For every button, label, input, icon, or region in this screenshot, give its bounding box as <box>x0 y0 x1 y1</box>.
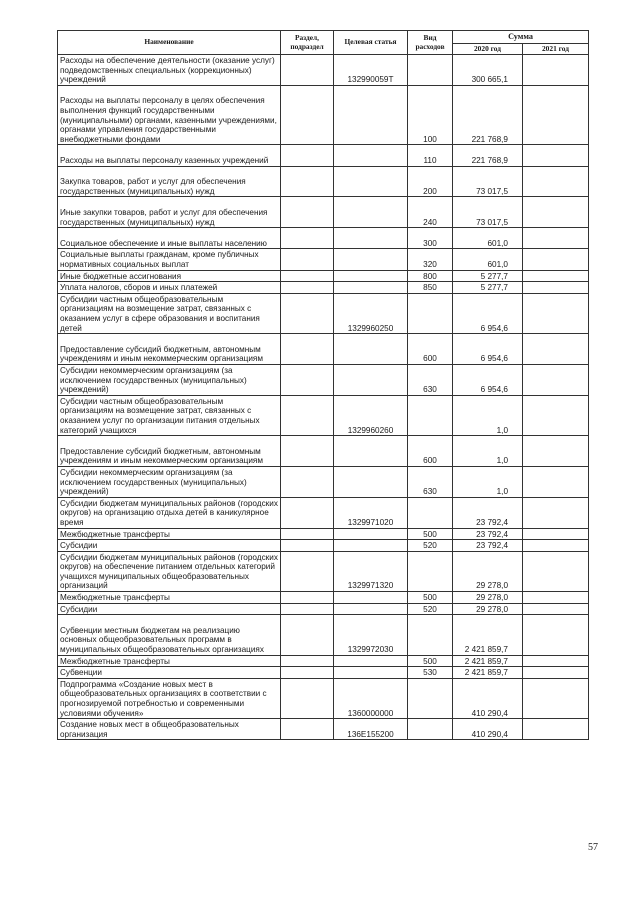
row-name-cell: Расходы на выплаты персоналу казенных учреждений <box>58 145 281 166</box>
row-kind-cell: 200 <box>408 166 453 197</box>
row-target-cell <box>334 540 408 552</box>
table-body <box>58 55 589 740</box>
row-name-cell: Социальные выплаты гражданам, кроме публичных нормативных социальных выплат <box>58 249 281 270</box>
row-section-cell <box>281 228 334 249</box>
row-amount-2020-cell: 73 017,5 <box>453 166 523 197</box>
row-name-cell: Закупка товаров, работ и услуг для обеспечения государственных (муниципальных) нужд <box>58 166 281 197</box>
row-kind-cell <box>408 551 453 591</box>
row-amount-2021-cell <box>523 282 589 294</box>
row-amount-2020-cell: 23 792,4 <box>453 497 523 528</box>
table-row <box>58 293 589 333</box>
row-amount-2020-cell: 300 665,1 <box>453 55 523 86</box>
table-row <box>58 270 589 282</box>
row-kind-cell <box>408 497 453 528</box>
row-kind-cell: 800 <box>408 270 453 282</box>
table-row <box>58 678 589 718</box>
row-kind-cell <box>408 719 453 740</box>
row-section-cell <box>281 466 334 497</box>
table-row <box>58 334 589 365</box>
table-row <box>58 551 589 591</box>
row-target-cell <box>334 655 408 667</box>
row-amount-2020-cell: 1,0 <box>453 436 523 467</box>
col-header-year-2021: 2021 год <box>523 44 589 55</box>
row-kind-cell: 520 <box>408 603 453 615</box>
budget-table-sheet <box>57 30 588 740</box>
row-kind-cell: 630 <box>408 466 453 497</box>
row-section-cell <box>281 592 334 604</box>
row-amount-2020-cell: 6 954,6 <box>453 293 523 333</box>
row-section-cell <box>281 678 334 718</box>
table-row <box>58 540 589 552</box>
row-target-cell: 1360000000 <box>334 678 408 718</box>
row-amount-2021-cell <box>523 603 589 615</box>
col-header-target: Целевая статья <box>334 31 408 55</box>
row-section-cell <box>281 85 334 145</box>
row-section-cell <box>281 551 334 591</box>
row-amount-2021-cell <box>523 466 589 497</box>
col-header-sum: Сумма <box>453 31 589 44</box>
row-amount-2021-cell <box>523 85 589 145</box>
row-name-cell: Субсидии <box>58 540 281 552</box>
row-amount-2020-cell: 2 421 859,7 <box>453 615 523 655</box>
col-header-year-2020: 2020 год <box>453 44 523 55</box>
row-section-cell <box>281 334 334 365</box>
row-kind-cell: 320 <box>408 249 453 270</box>
row-name-cell: Субсидии бюджетам муниципальных районов (городских округов) на организацию отдыха детей в каникулярное время <box>58 497 281 528</box>
row-amount-2020-cell: 5 277,7 <box>453 270 523 282</box>
row-amount-2020-cell: 29 278,0 <box>453 603 523 615</box>
row-kind-cell: 600 <box>408 334 453 365</box>
row-name-cell: Предоставление субсидий бюджетным, автономным учреждениям и иным некоммерческим организациям <box>58 334 281 365</box>
row-name-cell: Расходы на выплаты персоналу в целях обеспечения выполнения функций государственными (муниципальными) органами, казенными учреждениями, органами управления государственными внебюджетными фондами <box>58 85 281 145</box>
row-amount-2021-cell <box>523 197 589 228</box>
table-row <box>58 615 589 655</box>
row-kind-cell: 110 <box>408 145 453 166</box>
row-kind-cell: 100 <box>408 85 453 145</box>
row-target-cell: 1329971320 <box>334 551 408 591</box>
row-target-cell <box>334 436 408 467</box>
row-target-cell <box>334 667 408 679</box>
row-kind-cell: 630 <box>408 364 453 395</box>
row-target-cell: 1329971020 <box>334 497 408 528</box>
row-kind-cell: 240 <box>408 197 453 228</box>
row-kind-cell <box>408 615 453 655</box>
row-target-cell <box>334 197 408 228</box>
row-amount-2020-cell: 2 421 859,7 <box>453 667 523 679</box>
row-amount-2020-cell: 1,0 <box>453 395 523 435</box>
row-amount-2021-cell <box>523 249 589 270</box>
row-amount-2020-cell: 23 792,4 <box>453 540 523 552</box>
header-row-top <box>58 31 589 44</box>
row-kind-cell: 600 <box>408 436 453 467</box>
row-amount-2021-cell <box>523 293 589 333</box>
row-section-cell <box>281 615 334 655</box>
row-amount-2021-cell <box>523 667 589 679</box>
row-target-cell: 1329960250 <box>334 293 408 333</box>
col-header-name: Наименование <box>58 31 281 55</box>
row-amount-2020-cell: 73 017,5 <box>453 197 523 228</box>
row-name-cell: Иные бюджетные ассигнования <box>58 270 281 282</box>
row-kind-cell <box>408 55 453 86</box>
row-amount-2021-cell <box>523 334 589 365</box>
row-name-cell: Субвенции <box>58 667 281 679</box>
table-row <box>58 395 589 435</box>
row-target-cell <box>334 592 408 604</box>
row-amount-2020-cell: 29 278,0 <box>453 551 523 591</box>
table-row <box>58 364 589 395</box>
row-target-cell <box>334 145 408 166</box>
row-amount-2020-cell: 410 290,4 <box>453 719 523 740</box>
row-amount-2021-cell <box>523 270 589 282</box>
row-name-cell: Субсидии <box>58 603 281 615</box>
row-kind-cell <box>408 678 453 718</box>
row-amount-2021-cell <box>523 228 589 249</box>
table-row <box>58 667 589 679</box>
row-target-cell <box>334 528 408 540</box>
row-name-cell: Предоставление субсидий бюджетным, автономным учреждениям и иным некоммерческим организациям <box>58 436 281 467</box>
row-section-cell <box>281 540 334 552</box>
row-amount-2020-cell: 410 290,4 <box>453 678 523 718</box>
table-row <box>58 55 589 86</box>
row-amount-2020-cell: 601,0 <box>453 228 523 249</box>
row-amount-2021-cell <box>523 592 589 604</box>
row-section-cell <box>281 436 334 467</box>
row-amount-2021-cell <box>523 395 589 435</box>
row-kind-cell: 520 <box>408 540 453 552</box>
row-section-cell <box>281 364 334 395</box>
row-amount-2020-cell: 5 277,7 <box>453 282 523 294</box>
row-name-cell: Субсидии некоммерческим организациям (за исключением государственных (муниципальных) учреждений) <box>58 364 281 395</box>
row-amount-2021-cell <box>523 719 589 740</box>
table-row <box>58 603 589 615</box>
row-kind-cell: 500 <box>408 592 453 604</box>
budget-table <box>57 30 589 740</box>
row-section-cell <box>281 667 334 679</box>
row-section-cell <box>281 197 334 228</box>
row-amount-2021-cell <box>523 678 589 718</box>
row-amount-2021-cell <box>523 655 589 667</box>
row-target-cell: 136E155200 <box>334 719 408 740</box>
row-amount-2020-cell: 601,0 <box>453 249 523 270</box>
row-target-cell <box>334 166 408 197</box>
row-section-cell <box>281 603 334 615</box>
row-amount-2020-cell: 23 792,4 <box>453 528 523 540</box>
row-section-cell <box>281 55 334 86</box>
row-amount-2020-cell: 2 421 859,7 <box>453 655 523 667</box>
table-row <box>58 282 589 294</box>
row-name-cell: Субсидии частным общеобразовательным организациям на возмещение затрат, связанных с оказанием услуг по организации питания отдельных категорий учащихся <box>58 395 281 435</box>
row-amount-2020-cell: 6 954,6 <box>453 364 523 395</box>
row-name-cell: Уплата налогов, сборов и иных платежей <box>58 282 281 294</box>
row-amount-2021-cell <box>523 145 589 166</box>
row-kind-cell <box>408 293 453 333</box>
row-section-cell <box>281 282 334 294</box>
row-target-cell <box>334 282 408 294</box>
row-amount-2020-cell: 1,0 <box>453 466 523 497</box>
table-row <box>58 436 589 467</box>
row-target-cell <box>334 249 408 270</box>
table-row <box>58 497 589 528</box>
row-section-cell <box>281 145 334 166</box>
row-name-cell: Иные закупки товаров, работ и услуг для обеспечения государственных (муниципальных) нужд <box>58 197 281 228</box>
row-target-cell: 1329972030 <box>334 615 408 655</box>
row-amount-2021-cell <box>523 364 589 395</box>
page-number: 57 <box>588 842 598 853</box>
row-name-cell: Межбюджетные трансферты <box>58 655 281 667</box>
col-header-kind: Вид расходов <box>408 31 453 55</box>
row-amount-2021-cell <box>523 528 589 540</box>
table-row <box>58 228 589 249</box>
row-target-cell <box>334 603 408 615</box>
row-kind-cell: 530 <box>408 667 453 679</box>
row-target-cell <box>334 228 408 249</box>
row-target-cell <box>334 85 408 145</box>
table-row <box>58 528 589 540</box>
table-row <box>58 592 589 604</box>
row-section-cell <box>281 249 334 270</box>
row-amount-2021-cell <box>523 615 589 655</box>
row-target-cell <box>334 270 408 282</box>
row-name-cell: Субсидии бюджетам муниципальных районов (городских округов) на обеспечение питанием отдельных категорий учащихся муниципальных общеобразовательных организаций <box>58 551 281 591</box>
table-row <box>58 655 589 667</box>
row-amount-2021-cell <box>523 55 589 86</box>
row-amount-2021-cell <box>523 166 589 197</box>
row-target-cell: 1329960260 <box>334 395 408 435</box>
row-kind-cell: 300 <box>408 228 453 249</box>
col-header-section: Раздел, подраздел <box>281 31 334 55</box>
row-name-cell: Субсидии частным общеобразовательным организациям на возмещение затрат, связанных с оказанием услуг в сфере образования и воспитания детей <box>58 293 281 333</box>
row-kind-cell <box>408 395 453 435</box>
row-name-cell: Подпрограмма «Создание новых мест в общеобразовательных организациях в соответствии с прогнозируемой потребностью и современными условиями обучения» <box>58 678 281 718</box>
row-name-cell: Расходы на обеспечение деятельности (оказание услуг) подведомственных специальных (коррекционных) учреждений <box>58 55 281 86</box>
row-section-cell <box>281 719 334 740</box>
row-section-cell <box>281 528 334 540</box>
row-amount-2021-cell <box>523 497 589 528</box>
row-section-cell <box>281 270 334 282</box>
row-target-cell <box>334 466 408 497</box>
row-section-cell <box>281 166 334 197</box>
table-row <box>58 719 589 740</box>
row-target-cell <box>334 364 408 395</box>
table-row <box>58 466 589 497</box>
row-section-cell <box>281 655 334 667</box>
row-section-cell <box>281 395 334 435</box>
row-kind-cell: 500 <box>408 655 453 667</box>
row-amount-2020-cell: 221 768,9 <box>453 145 523 166</box>
row-target-cell: 132990059Т <box>334 55 408 86</box>
row-amount-2021-cell <box>523 436 589 467</box>
row-section-cell <box>281 293 334 333</box>
row-name-cell: Межбюджетные трансферты <box>58 592 281 604</box>
table-row <box>58 249 589 270</box>
table-row <box>58 145 589 166</box>
row-amount-2020-cell: 29 278,0 <box>453 592 523 604</box>
row-name-cell: Межбюджетные трансферты <box>58 528 281 540</box>
row-name-cell: Субвенции местным бюджетам на реализацию основных общеобразовательных программ в муниципальных общеобразовательных организациях <box>58 615 281 655</box>
row-amount-2021-cell <box>523 540 589 552</box>
row-name-cell: Создание новых мест в общеобразовательных организация <box>58 719 281 740</box>
row-target-cell <box>334 334 408 365</box>
table-row <box>58 85 589 145</box>
row-amount-2020-cell: 221 768,9 <box>453 85 523 145</box>
row-amount-2021-cell <box>523 551 589 591</box>
row-name-cell: Субсидии некоммерческим организациям (за исключением государственных (муниципальных) учреждений) <box>58 466 281 497</box>
row-amount-2020-cell: 6 954,6 <box>453 334 523 365</box>
table-row <box>58 166 589 197</box>
row-name-cell: Социальное обеспечение и иные выплаты населению <box>58 228 281 249</box>
row-kind-cell: 500 <box>408 528 453 540</box>
table-row <box>58 197 589 228</box>
row-section-cell <box>281 497 334 528</box>
row-kind-cell: 850 <box>408 282 453 294</box>
